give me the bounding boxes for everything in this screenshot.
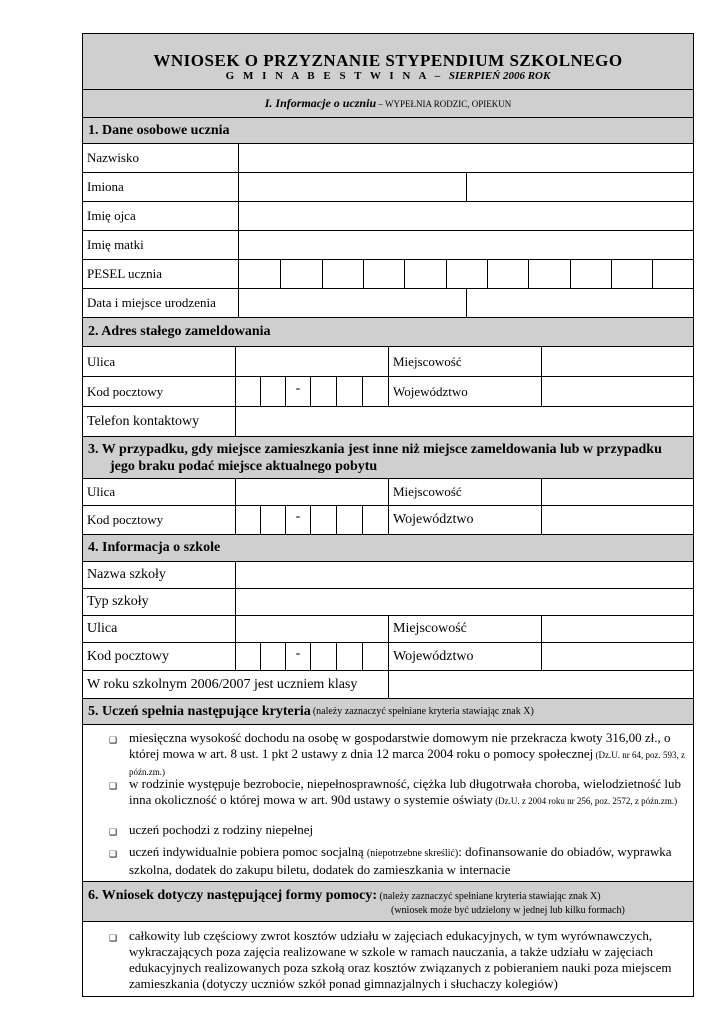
checkbox-icon[interactable]: ❑ bbox=[109, 827, 118, 837]
section-5-heading: 5. Uczeń spełnia następujące kryteria bbox=[88, 703, 311, 719]
s4-street-field[interactable] bbox=[235, 616, 388, 642]
school-type-row bbox=[83, 589, 693, 616]
s2-postal-label: Kod pocztowy bbox=[87, 383, 164, 399]
postal-digit-box[interactable] bbox=[260, 643, 285, 670]
class-label: W roku szkolnym 2006/2007 jest uczniem klasy bbox=[87, 676, 358, 692]
father-name-label: Imię ojca bbox=[87, 208, 136, 223]
pesel-digit-box[interactable] bbox=[446, 260, 487, 288]
criterion-single-parent: ❑ uczeń pochodzi z rodziny niepełnej bbox=[109, 822, 685, 838]
s3-province-label: Województwo bbox=[388, 506, 541, 534]
form-header bbox=[83, 34, 693, 90]
school-name-label: Nazwa szkoły bbox=[87, 567, 166, 582]
s3-street-row bbox=[83, 479, 693, 506]
surname-field[interactable] bbox=[238, 144, 693, 172]
section-2-heading: 2. Adres stałego zameldowania bbox=[88, 324, 271, 339]
s4-city-label: Miejscowość bbox=[388, 616, 541, 642]
s3-city-field[interactable] bbox=[541, 479, 693, 505]
postal-digit-box[interactable] bbox=[336, 506, 362, 534]
s4-province-label: Województwo bbox=[388, 643, 541, 670]
s3-city-label: Miejscowość bbox=[388, 479, 541, 505]
first-name-field[interactable] bbox=[238, 173, 466, 201]
postal-digit-box[interactable] bbox=[235, 377, 260, 406]
section-1-heading: 1. Dane osobowe ucznia bbox=[88, 122, 230, 138]
part-1-title: I. Informacje o uczniu bbox=[264, 96, 377, 110]
section-4-header bbox=[83, 535, 693, 562]
section-1-header bbox=[83, 118, 693, 144]
father-name-row bbox=[83, 202, 693, 231]
part-1-header bbox=[83, 90, 693, 118]
phone-field[interactable] bbox=[235, 407, 693, 436]
postal-digit-box[interactable] bbox=[310, 377, 336, 406]
pesel-label: PESEL ucznia bbox=[87, 266, 162, 281]
section-6-note: (należy zaznaczyć spełniane kryteria stawiając znak X) bbox=[377, 891, 601, 902]
section-6-heading: 6. Wniosek dotyczy następującej formy pomocy: bbox=[88, 888, 378, 903]
first-names-row bbox=[83, 173, 693, 202]
section-5-header bbox=[83, 699, 693, 725]
phone-label: Telefon kontaktowy bbox=[87, 413, 200, 429]
postal-digit-box[interactable] bbox=[310, 506, 336, 534]
s2-province-field[interactable] bbox=[541, 377, 693, 406]
section-3-heading-line-1: 3. W przypadku, gdy miejsce zamieszkania jest inne niż miejsce zameldowania lub w przypadku bbox=[88, 442, 662, 457]
form-date: SIERPIEŃ 2006 ROK bbox=[448, 70, 551, 82]
s4-province-field[interactable] bbox=[541, 643, 693, 670]
second-name-field[interactable] bbox=[466, 173, 693, 201]
s3-province-field[interactable] bbox=[541, 506, 693, 534]
section-4-heading: 4. Informacja o szkole bbox=[88, 540, 221, 555]
section-2-header bbox=[83, 318, 693, 347]
application-form bbox=[82, 33, 694, 997]
postal-digit-box[interactable] bbox=[235, 643, 260, 670]
s4-city-field[interactable] bbox=[541, 616, 693, 642]
pesel-digit-box[interactable] bbox=[363, 260, 404, 288]
section-6-header bbox=[83, 882, 693, 922]
pesel-digit-box[interactable] bbox=[322, 260, 363, 288]
form-title: WNIOSEK O PRZYZNANIE STYPENDIUM SZKOLNEGO bbox=[153, 51, 623, 70]
s4-street-label: Ulica bbox=[87, 621, 118, 636]
postal-digit-box[interactable] bbox=[260, 377, 285, 406]
postal-digit-box[interactable] bbox=[235, 506, 260, 534]
birth-row bbox=[83, 289, 693, 318]
section-3-heading-line-2: jego braku podać miejsce aktualnego pobytu bbox=[110, 459, 378, 474]
pesel-digit-box[interactable] bbox=[611, 260, 652, 288]
surname-row bbox=[83, 144, 693, 173]
postal-digit-box[interactable] bbox=[310, 643, 336, 670]
s4-postal-label: Kod pocztowy bbox=[87, 648, 170, 664]
class-field[interactable] bbox=[388, 671, 693, 698]
pesel-digit-box[interactable] bbox=[487, 260, 528, 288]
mother-name-row bbox=[83, 231, 693, 260]
postal-digit-box[interactable] bbox=[362, 643, 388, 670]
pesel-digit-box[interactable] bbox=[238, 260, 280, 288]
s2-province-label: Województwo bbox=[388, 377, 541, 406]
postal-dash: - bbox=[285, 643, 310, 670]
support-form-cost-refund: ❑ całkowity lub częściowy zwrot kosztów udziału w zajęciach edukacyjnych, w tym wyrównawczych, wykraczających poza zajęcia realizowane w szkole w ramach nauczania, a także udziału w zajęciach edukacyjnych realizowanych poza szkołą oraz kosztów związanych z pobieraniem nauki poza miejscem zamieszkania (dotyczy uczniów szkół ponad gimnazjalnych i słuchaczy kolegiów) bbox=[109, 928, 672, 991]
s2-street-label: Ulica bbox=[87, 353, 116, 369]
checkbox-icon[interactable]: ❑ bbox=[109, 735, 118, 745]
criteria-list bbox=[83, 725, 693, 882]
father-name-field[interactable] bbox=[238, 202, 693, 230]
pesel-digit-box[interactable] bbox=[652, 260, 693, 288]
s2-city-label: Miejscowość bbox=[388, 347, 541, 376]
s3-street-field[interactable] bbox=[235, 479, 388, 505]
pesel-row bbox=[83, 260, 693, 289]
section-5-note: (należy zaznaczyć spełniane kryteria stawiając znak X) bbox=[312, 706, 534, 717]
pesel-digit-box[interactable] bbox=[528, 260, 570, 288]
school-name-field[interactable] bbox=[235, 562, 693, 588]
s4-street-row bbox=[83, 616, 693, 643]
birth-label: Data i miejsce urodzenia bbox=[87, 295, 216, 310]
postal-digit-box[interactable] bbox=[362, 506, 388, 534]
postal-digit-box[interactable] bbox=[362, 377, 388, 406]
birth-date-field[interactable] bbox=[238, 289, 466, 317]
postal-dash: - bbox=[285, 506, 310, 534]
checkbox-icon[interactable]: ❑ bbox=[109, 849, 118, 859]
postal-digit-box[interactable] bbox=[336, 377, 362, 406]
postal-dash: - bbox=[285, 377, 310, 406]
pesel-digit-box[interactable] bbox=[570, 260, 611, 288]
s2-city-field[interactable] bbox=[541, 347, 693, 376]
criterion-income: ❑ miesięczna wysokość dochodu na osobę w gospodarstwie domowym nie przekracza kwoty 316,00 zł., o której mowa w art. 8 ust. 1 pkt 2 ustawy z dnia 12 marca 2004 roku o pomocy społecznej (Dz.U. nr 64, poz. 593, z późn.zm.) bbox=[109, 730, 686, 777]
section-3-header bbox=[83, 437, 693, 479]
phone-row bbox=[83, 407, 693, 437]
s2-street-field[interactable] bbox=[235, 347, 388, 376]
section-6-note-2: (wniosek może być udzielony w jednej lub kilku formach) bbox=[391, 905, 625, 916]
s2-postal-row bbox=[83, 377, 693, 407]
s3-street-label: Ulica bbox=[87, 484, 116, 499]
school-name-row bbox=[83, 562, 693, 589]
mother-name-label: Imię matki bbox=[87, 237, 144, 252]
s2-street-row bbox=[83, 347, 693, 377]
school-type-field[interactable] bbox=[235, 589, 693, 615]
s3-postal-label: Kod pocztowy bbox=[87, 512, 164, 527]
criterion-family-circumstances: ❑ w rodzinie występuje bezrobocie, niepełnosprawność, ciężka lub długotrwała choroba, wielodzietność lub inna okoliczność o której mowa w art. 90d ustawy o systemie oświaty (Dz.U. z 2004 roku nr 256, poz. 2572, z późn.zm.) bbox=[109, 776, 681, 807]
checkbox-icon[interactable]: ❑ bbox=[109, 933, 118, 943]
s4-postal-row bbox=[83, 643, 693, 671]
surname-label: Nazwisko bbox=[87, 150, 139, 165]
school-type-label: Typ szkoły bbox=[87, 594, 149, 609]
pesel-digit-box[interactable] bbox=[280, 260, 322, 288]
first-names-label: Imiona bbox=[87, 179, 124, 194]
support-forms-list bbox=[83, 922, 693, 996]
form-subtitle: G M I N A B E S T W I N A – SIERPIEŃ 2006 ROK bbox=[225, 70, 551, 82]
postal-digit-box[interactable] bbox=[336, 643, 362, 670]
part-1-subtitle: – WYPEŁNIA RODZIC, OPIEKUN bbox=[376, 99, 512, 109]
mother-name-field[interactable] bbox=[238, 231, 693, 259]
postal-digit-box[interactable] bbox=[260, 506, 285, 534]
pesel-digit-box[interactable] bbox=[404, 260, 446, 288]
birth-place-field[interactable] bbox=[466, 289, 693, 317]
checkbox-icon[interactable]: ❑ bbox=[109, 781, 118, 791]
class-row bbox=[83, 671, 693, 699]
s3-postal-row bbox=[83, 506, 693, 535]
criterion-social-assistance: ❑ uczeń indywidualnie pobiera pomoc socjalną (niepotrzebne skreślić): dofinansowanie do obiadów, wyprawka szkolna, dodatek do zakupu biletu, dodatek do zamieszkania w internacie bbox=[109, 844, 672, 877]
